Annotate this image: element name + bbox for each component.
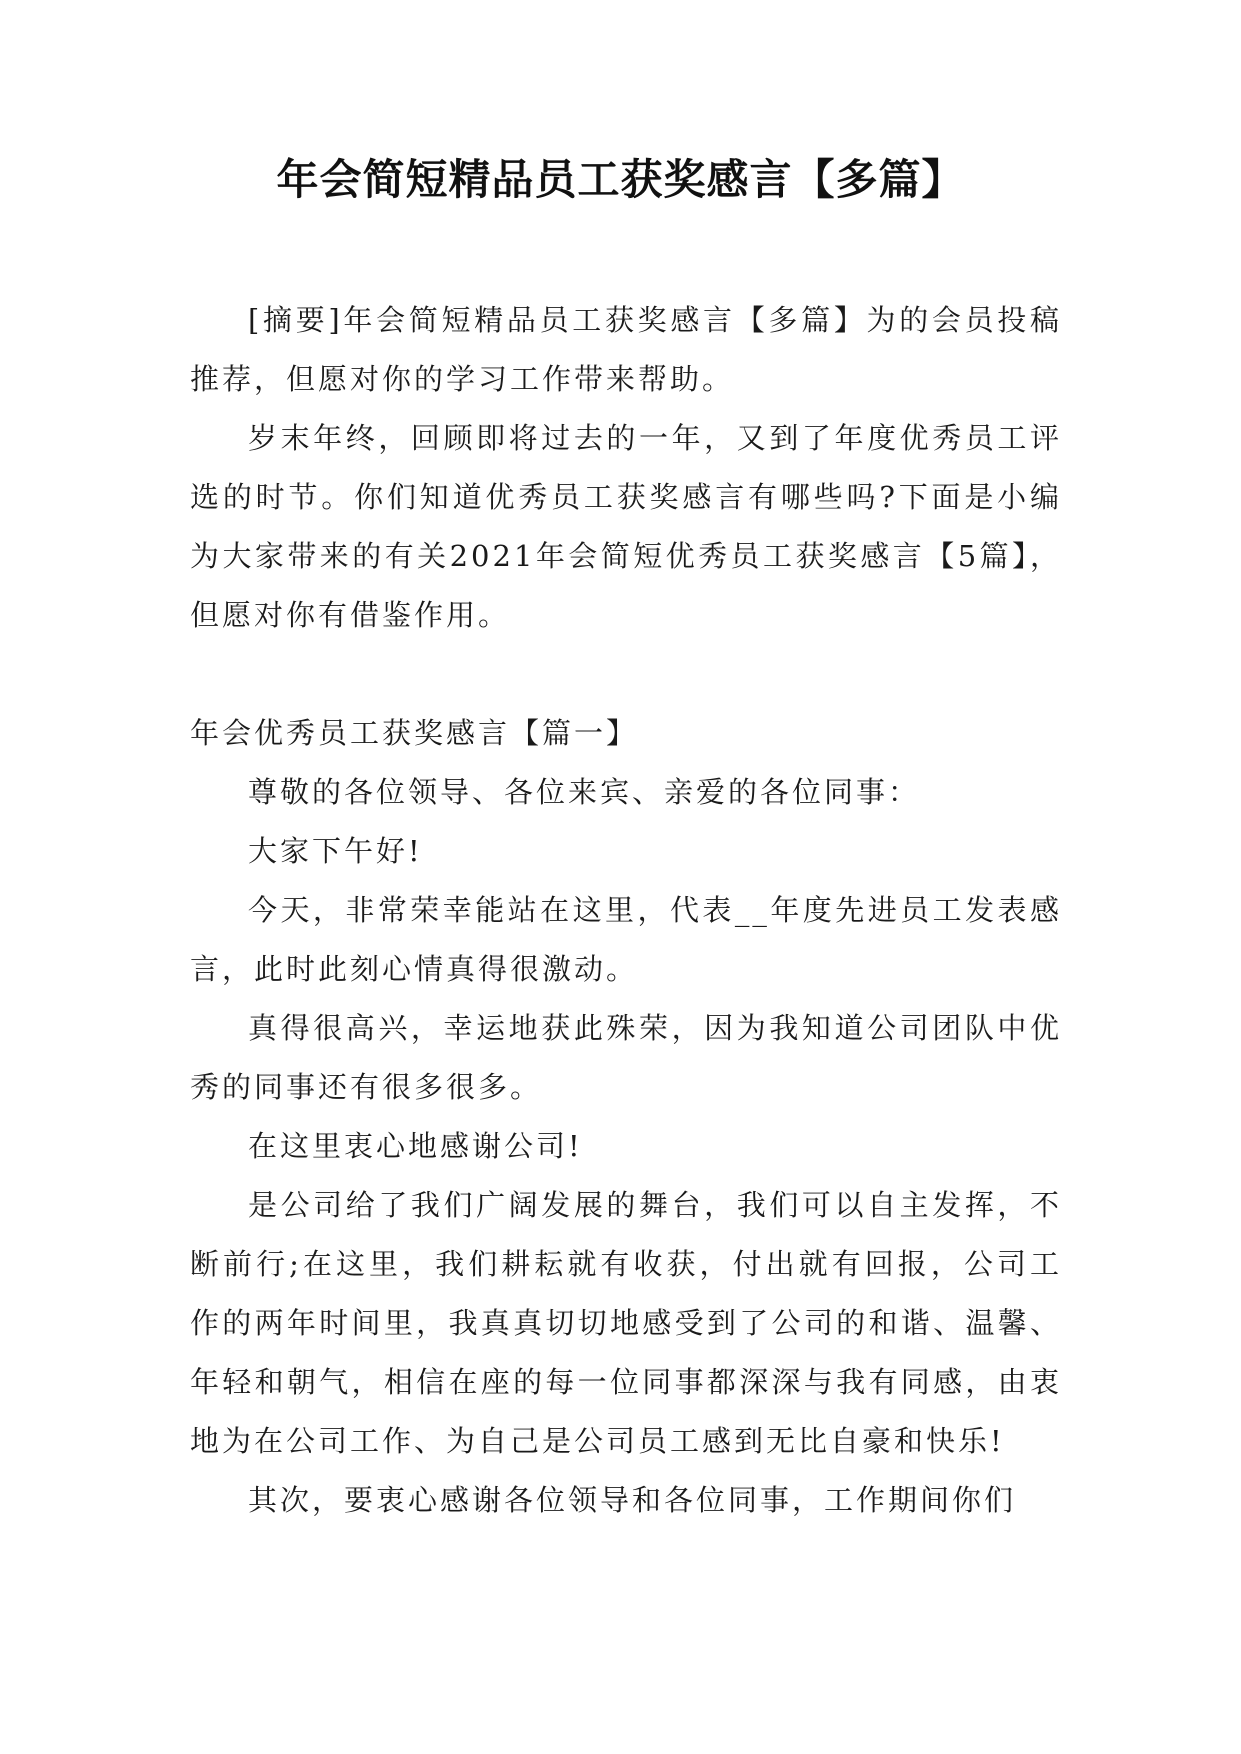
section-heading: 年会优秀员工获奖感言【篇一】 bbox=[190, 716, 639, 750]
intro-paragraph: 岁末年终，回顾即将过去的一年，又到了年度优秀员工评选的时节。你们知道优秀员工获奖感言有哪些吗?下面是小编为大家带来的有关2021年会简短优秀员工获奖感言【5篇】，但愿对你有借鉴作用。 bbox=[190, 421, 1062, 632]
document-body bbox=[190, 291, 1062, 1530]
honor-paragraph: 今天，非常荣幸能站在这里，代表__年度先进员工发表感言，此时此刻心情真得很激动。 bbox=[190, 893, 1062, 986]
thanks-company-paragraph: 在这里衷心地感谢公司! bbox=[248, 1129, 583, 1163]
thanks-leaders-paragraph: 其次，要衷心感谢各位领导和各位同事，工作期间你们 bbox=[248, 1483, 1017, 1517]
paragraph-gap bbox=[190, 645, 1062, 704]
happy-paragraph: 真得很高兴，幸运地获此殊荣，因为我知道公司团队中优秀的同事还有很多很多。 bbox=[190, 1011, 1062, 1104]
salutation-paragraph: 大家下午好! bbox=[248, 834, 423, 868]
greeting-paragraph: 尊敬的各位领导、各位来宾、亲爱的各位同事： bbox=[248, 775, 921, 809]
company-stage-paragraph: 是公司给了我们广阔发展的舞台，我们可以自主发挥，不断前行;在这里，我们耕耘就有收获，付出就有回报，公司工作的两年时间里，我真真切切地感受到了公司的和谐、温馨、年轻和朝气，相信在座的每一位同事都深深与我有同感，由衷地为在公司工作、为自己是公司员工感到无比自豪和快乐! bbox=[190, 1188, 1062, 1458]
abstract-paragraph: [摘要]年会简短精品员工获奖感言【多篇】为的会员投稿推荐，但愿对你的学习工作带来帮助。 bbox=[190, 303, 1062, 396]
document-title: 年会简短精品员工获奖感言【多篇】 bbox=[276, 155, 965, 204]
